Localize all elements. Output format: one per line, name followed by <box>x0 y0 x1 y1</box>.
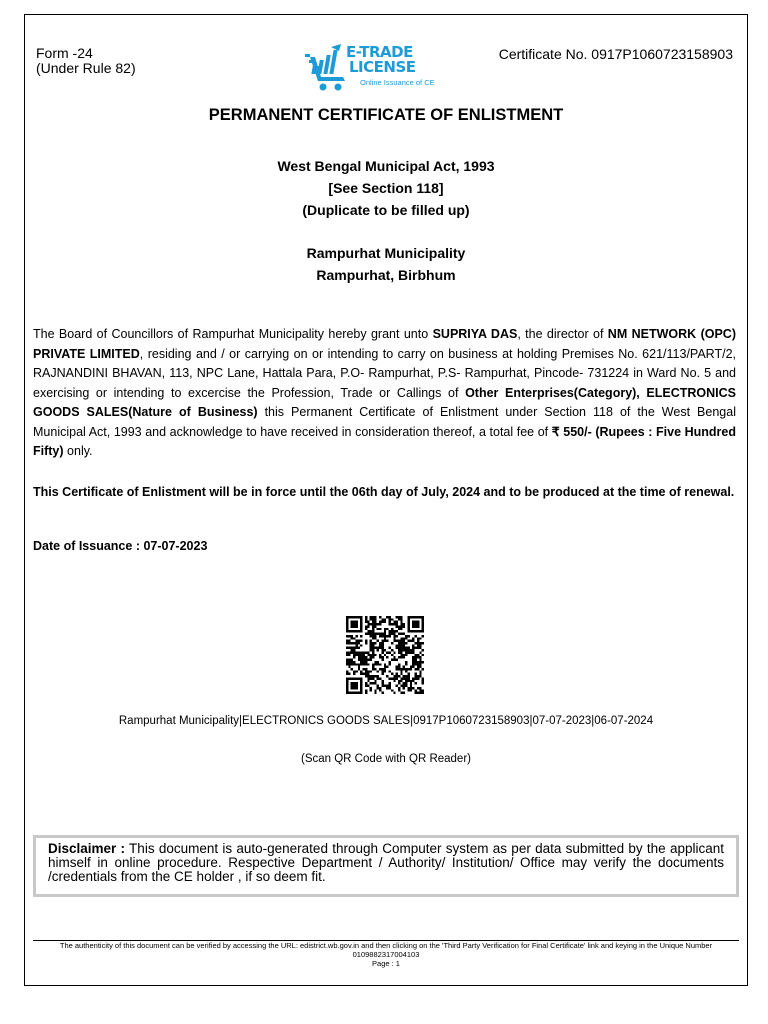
body-text-segment: this Permanent Certificate of Enlistment under Section 118 of the West Bengal Municipal Act, 1993 and acknowledge to have received in consideration thereof, a total fee of <box>33 405 736 439</box>
form-label: Form -24 <box>36 45 93 61</box>
disclaimer-text: This document is auto-generated through Computer system as per data submitted by the applicant himself in online procedure. Respective Department / Authority/ Institution/ Office may verify the documents /credentials from the CE holder , if so deem fit. <box>48 841 724 884</box>
verification-note: The authenticity of this document can be verified by accessing the URL: edistrict.wb.gov.in and then clicking on the 'Third Party Verification for Final Certificate' link and keying in the Unique Number 0109882317004103 <box>59 941 713 959</box>
company-name: NM NETWORK (OPC) PRIVATE LIMITED <box>33 327 736 361</box>
body-text-segment: only. <box>63 444 93 458</box>
logo-text-line1: E-TRADE <box>346 43 413 61</box>
certificate-number: Certificate No. 0917P1060723158903 <box>498 46 733 62</box>
certificate-body <box>33 325 736 462</box>
logo-tagline: Online Issuance of CE <box>360 78 435 87</box>
qr-scan-note: (Scan QR Code with QR Reader) <box>300 753 471 765</box>
page-number: Page : 1 <box>372 959 400 968</box>
act-reference <box>25 155 747 221</box>
qr-code-icon <box>345 616 425 694</box>
fee-amount: ₹ 550/- (Rupees : Five Hundred Fifty) <box>33 424 736 458</box>
issuance-date: Date of Issuance : 07-07-2023 <box>33 539 208 553</box>
disclaimer-label: Disclaimer : <box>48 841 126 856</box>
body-text-segment: , residing and / or carrying on or intending to carry on business at holding Premises No. 621/113/PART/2, RAJNANDINI BHAVAN, 113, NPC Lane, Hattala Para, P.O- Rampurhat, P.S- Rampurhat, Pincode- 731224 in Ward No. 5 and exercising or intending to excercise the Profession, Trade or Callings of <box>33 346 736 400</box>
business-category: Other Enterprises(Category), ELECTRONICS GOODS SALES(Nature of Business) <box>33 385 736 419</box>
qr-data-line: Rampurhat Municipality|ELECTRONICS GOODS SALES|0917P1060723158903|07-07-2023|06-07-2024 <box>118 715 654 727</box>
holder-name: SUPRIYA DAS <box>432 327 518 341</box>
footer <box>33 941 739 968</box>
act-name: West Bengal Municipal Act, 1993 <box>277 158 495 174</box>
body-text-segment: , the director of <box>517 327 608 341</box>
etrade-license-logo <box>303 42 433 92</box>
certificate-page <box>24 14 748 986</box>
act-section: [See Section 118] <box>328 180 444 196</box>
act-note: (Duplicate to be filled up) <box>302 202 470 218</box>
validity-statement: This Certificate of Enlistment will be in force until the 06th day of July, 2024 and to be produced at the time of renewal. <box>33 485 735 499</box>
rule-label: (Under Rule 82) <box>36 60 136 76</box>
body-text-segment: The Board of Councillors of Rampurhat Municipality hereby grant unto <box>33 327 433 341</box>
municipality-location: Rampurhat, Birbhum <box>316 267 456 283</box>
municipality-block <box>25 242 747 286</box>
logo-text-line2: LICENSE <box>349 58 416 76</box>
municipality-name: Rampurhat Municipality <box>306 245 466 261</box>
document-title: PERMANENT CERTIFICATE OF ENLISTMENT <box>208 106 564 124</box>
form-number <box>36 46 136 76</box>
disclaimer-box <box>33 835 739 897</box>
